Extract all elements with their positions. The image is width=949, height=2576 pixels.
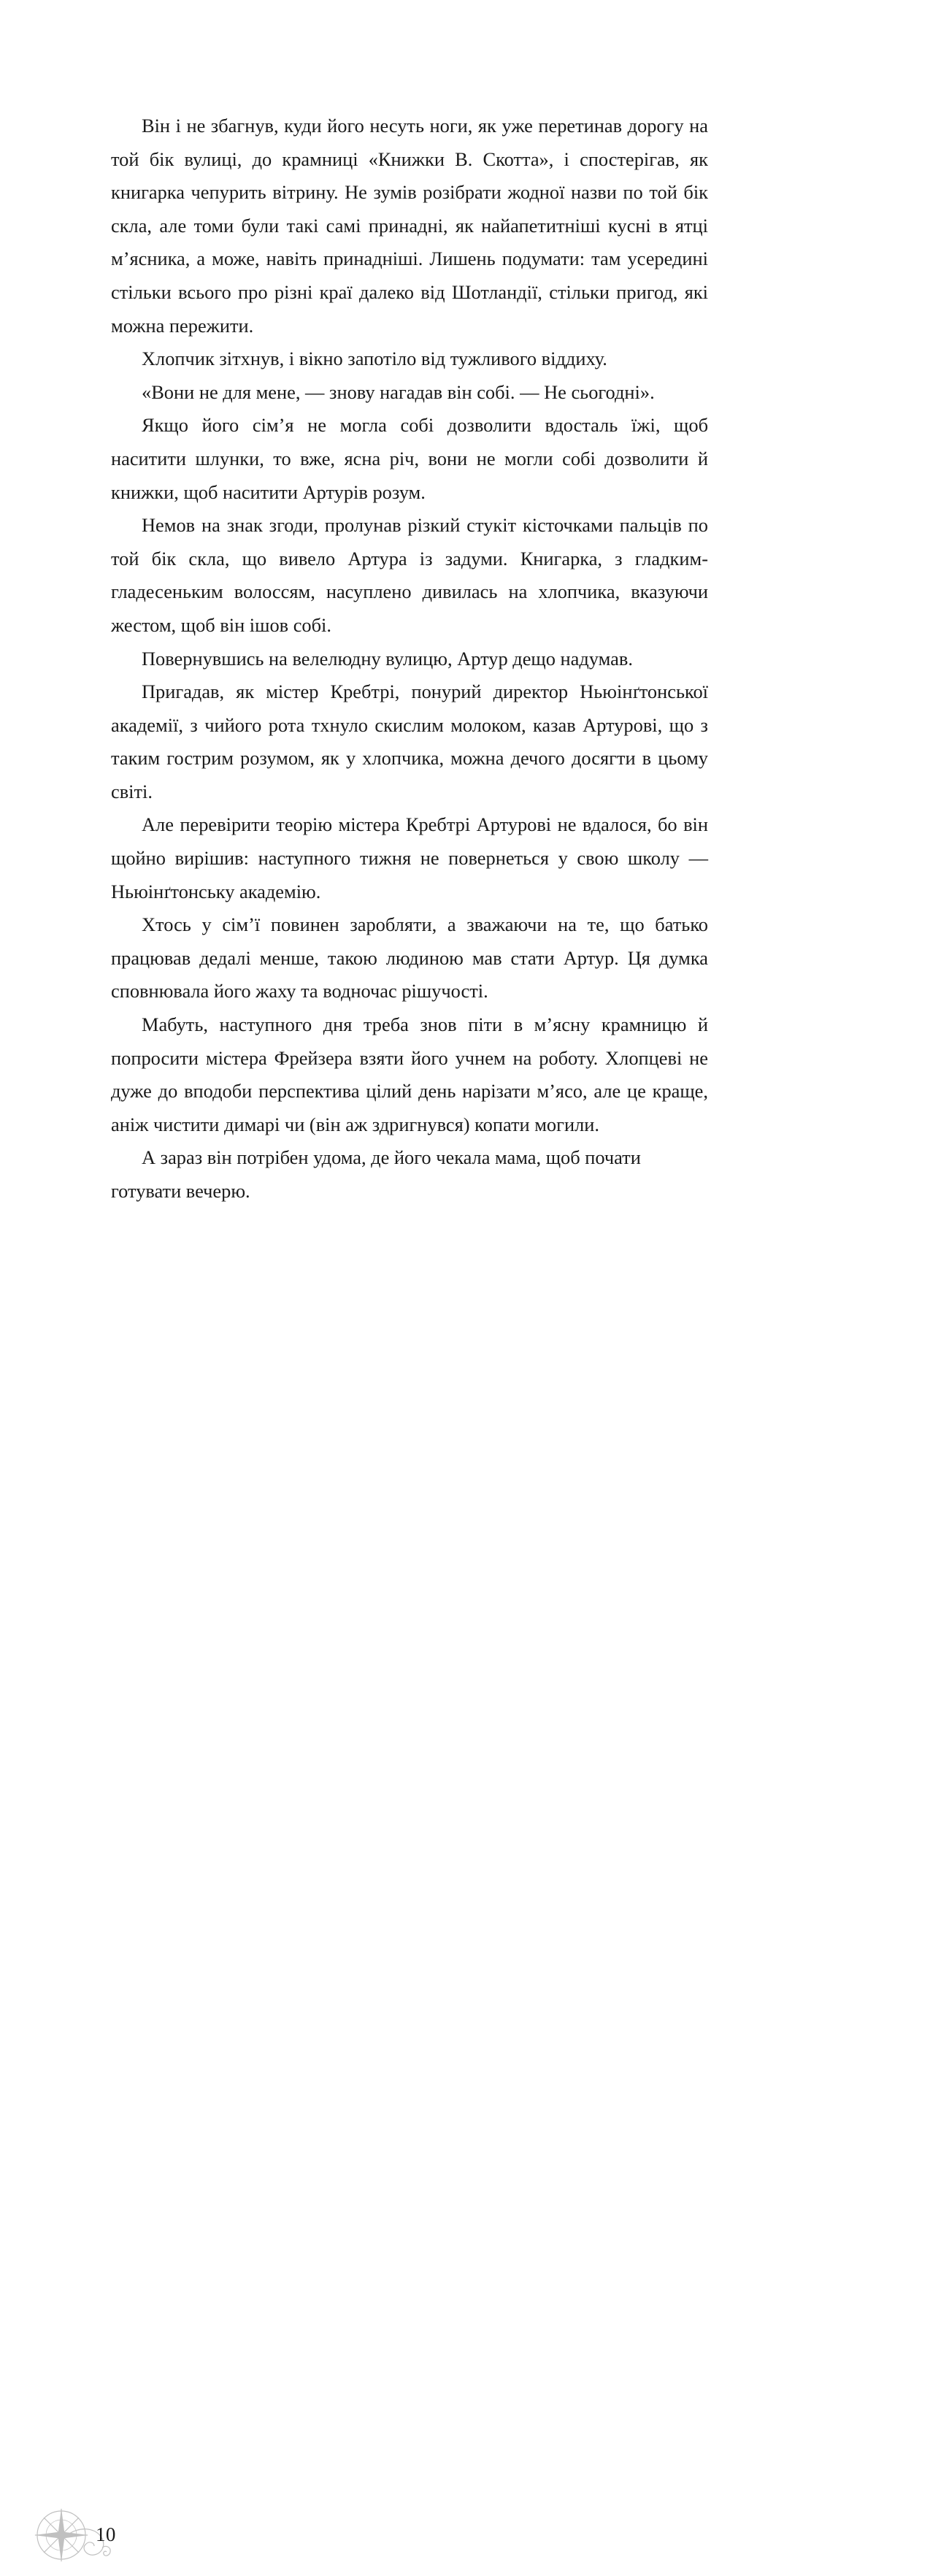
paragraph: Немов на знак згоди, пролунав різкий стукіт кісточками пальців по той бік скла, що вивело Артура із задуми. Книгарка, з гладким-гладесеньким волоссям, насуплено дивилась на хлопчика, вказуючи жестом, щоб він ішов собі. (111, 514, 708, 636)
paragraph: «Вони не для мене, — знову нагадав він собі. — Не сьогодні». (142, 380, 655, 403)
paragraph: Хтось у сім’ї повинен заробляти, а зважаючи на те, що батько працював дедалі менше, такою людиною мав стати Артур. Ця думка сповнювала його жаху та водночас рішучості. (111, 913, 708, 1003)
paragraph: Хлопчик зітхнув, і вікно запотіло від тужливого віддиху. (142, 348, 607, 370)
paragraph: Мабуть, наступного дня треба знов піти в м’ясну крамницю й попросити містера Фрейзера взяти його учнем на роботу. Хлопцеві не дуже до вподоби перспектива цілий день нарізати м’ясо, але це краще, аніж чистити димарі чи (він аж здригнувся) копати могили. (111, 1013, 708, 1135)
paragraph: Пригадав, як містер Кребтрі, понурий директор Ньюінґтонської академії, з чийого рота тхнуло скислим молоком, казав Артурові, що з таким гострим розумом, як у хлопчика, можна дечого досягти в цьому світі. (111, 681, 708, 802)
paragraph: Якщо його сім’я не могла собі дозволити вдосталь їжі, щоб наситити шлунки, то вже, ясна річ, вони не могли собі дозволити й книжки, щоб наситити Артурів розум. (111, 414, 708, 503)
page-number: 10 (96, 2523, 116, 2545)
paragraph: Але перевірити теорію містера Кребтрі Артурові не вдалося, бо він щойно вирішив: наступного тижня не повернеться у свою школу — Ньюінґтонську академію. (111, 813, 708, 902)
page-body-text (111, 110, 708, 1208)
paragraph: Він і не збагнув, куди його несуть ноги, як уже перетинав дорогу на той бік вулиці, до крамниці «Книжки В. Скотта», і спостерігав, як книгарка чепурить вітрину. Не зумів розібрати жодної назви по той бік скла, але томи були такі самі принадні, як найапетитніші кусні в ятці м’ясника, а може, навіть принадніші. Лишень подумати: там усередині стільки всього про різні краї далеко від Шотландії, стільки пригод, які можна пережити. (111, 115, 708, 337)
page-footer (0, 1241, 949, 2545)
paragraph: Повернувшись на велелюдну вулицю, Артур дещо надумав. (142, 647, 633, 670)
paragraph: А зараз він потрібен удома, де його чекала мама, щоб почати готувати вечерю. (111, 1146, 641, 1202)
